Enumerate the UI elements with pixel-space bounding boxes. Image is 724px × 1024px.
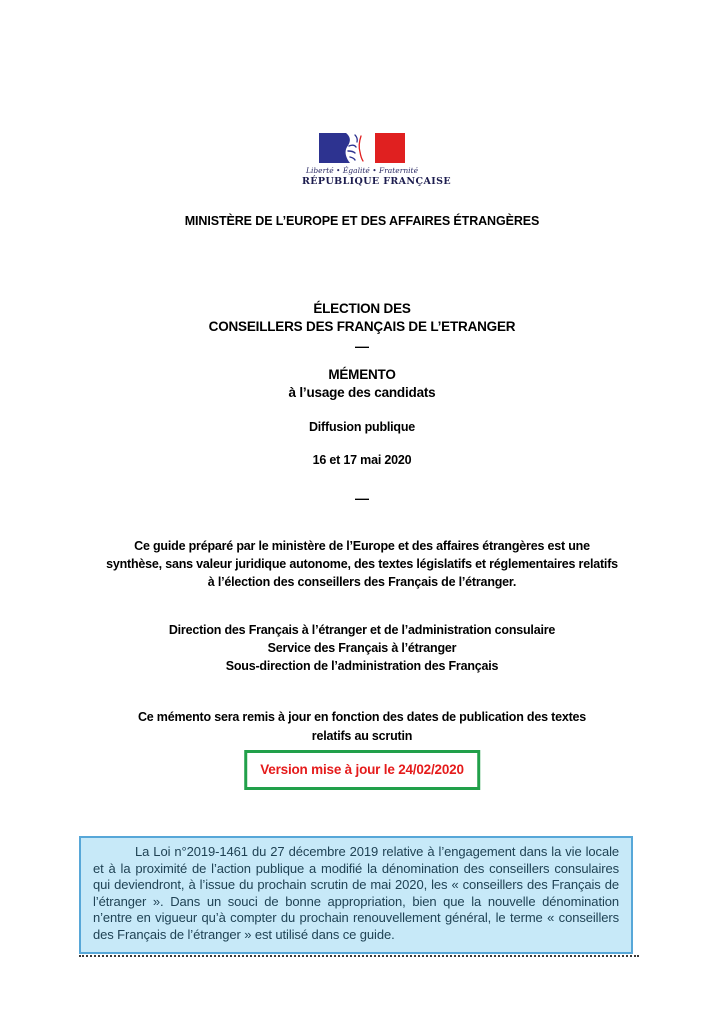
election-title-line2: CONSEILLERS DES FRANÇAIS DE L’ETRANGER bbox=[208, 319, 516, 334]
direction-line: Direction des Français à l’étranger et de l’administration consulaire bbox=[168, 623, 556, 637]
direction-line: Service des Français à l’étranger bbox=[267, 641, 457, 655]
separator-dash-2: — bbox=[355, 490, 369, 506]
election-dates: 16 et 17 mai 2020 bbox=[312, 453, 412, 467]
logo-motto: Liberté • Égalité • Fraternité bbox=[305, 166, 419, 175]
separator-dash-1: — bbox=[355, 338, 369, 354]
guide-paragraph-line: à l’élection des conseillers des Français de l’étranger. bbox=[207, 575, 517, 589]
logo-republic-name: RÉPUBLIQUE FRANÇAISE bbox=[302, 176, 451, 187]
law-notice-box bbox=[79, 836, 633, 954]
guide-paragraph-line: Ce guide préparé par le ministère de l’Europe et des affaires étrangères est une bbox=[134, 539, 590, 553]
version-text: Version mise à jour le 24/02/2020 bbox=[260, 762, 464, 777]
update-notice-line: relatifs au scrutin bbox=[311, 729, 413, 743]
law-notice-text: La Loi n°2019-1461 du 27 décembre 2019 relative à l’engagement dans la vie locale et à la proximité de l’action publique a modifié la dénomination des conseillers consulaires qui deviendront, à l’issue du prochain scrutin de mai 2020, les « conseillers des Français de l’étranger ». Dans un souci de bonne appropriation, bien que la nouvelle dénomination n’entre en vigueur qu’à compter du prochain renouvellement général, le terme « conseillers des Français de l’étranger » est utilisé dans ce guide. bbox=[93, 844, 619, 942]
memento-title: MÉMENTO bbox=[328, 367, 396, 382]
guide-paragraph-line: synthèse, sans valeur juridique autonome, des textes législatifs et réglementaires relatifs bbox=[106, 557, 618, 571]
memento-subtitle: à l’usage des candidats bbox=[288, 385, 436, 400]
version-box bbox=[244, 750, 480, 790]
ministry-title: MINISTÈRE DE L’EUROPE ET DES AFFAIRES ÉTRANGÈRES bbox=[184, 214, 540, 228]
french-republic-logo bbox=[302, 133, 451, 187]
diffusion-label: Diffusion publique bbox=[308, 420, 416, 434]
update-notice-line: Ce mémento sera remis à jour en fonction des dates de publication des textes bbox=[137, 710, 587, 724]
election-title-line1: ÉLECTION DES bbox=[313, 301, 411, 316]
direction-line: Sous-direction de l’administration des Français bbox=[225, 659, 499, 673]
french-flag-marianne-icon bbox=[319, 133, 405, 163]
